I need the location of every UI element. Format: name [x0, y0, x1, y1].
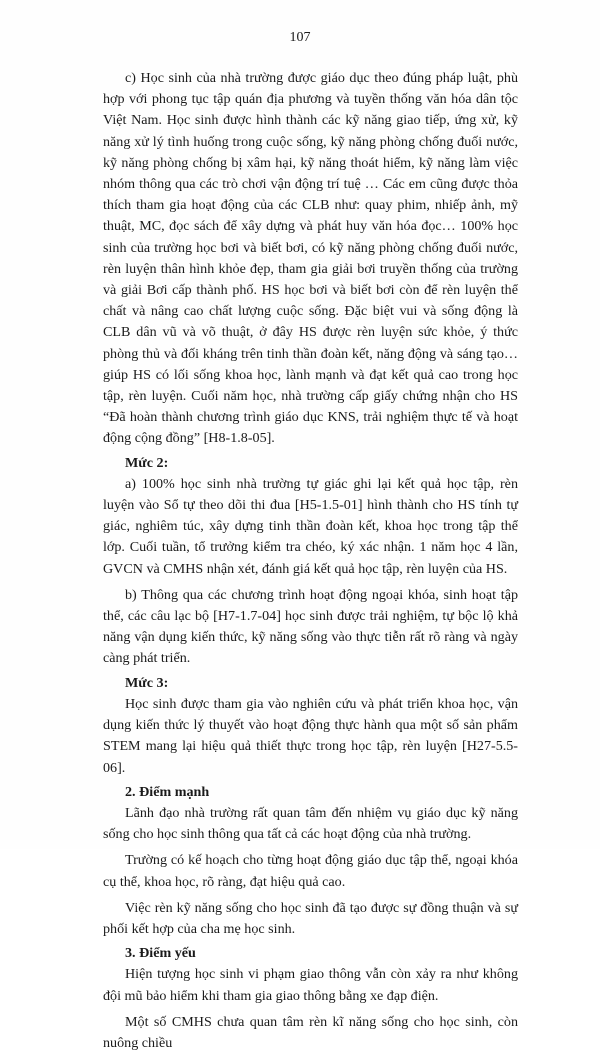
section-heading: Mức 2:: [125, 454, 169, 471]
document-body: [103, 68, 518, 1054]
paragraph: Một số CMHS chưa quan tâm rèn kĩ năng sống cho học sinh, còn nuông chiều: [103, 1013, 518, 1051]
paragraph: Lãnh đạo nhà trường rất quan tâm đến nhiệm vụ giáo dục kỹ năng sống cho học sinh thông qua tất cả các hoạt động của nhà trường.: [103, 804, 518, 843]
paragraph: Học sinh được tham gia vào nghiên cứu và phát triển khoa học, vận dụng kiến thức lý thuyết vào hoạt động thực hành qua một số sản phẩm STEM mang lại hiệu quả thiết thực trong học tập, rèn luyện [H27-5.5-06].: [103, 695, 518, 776]
paragraph: c) Học sinh của nhà trường được giáo dục theo đúng pháp luật, phù hợp với phong tục tập quán địa phương và tuyền thống văn hóa dân tộc Việt Nam. Học sinh được hình thành các kỹ năng giao tiếp, ứng xử, kỹ năng xử lý tình huống trong cuộc sống, kỹ năng phòng chống đuối nước, kỹ năng phòng chống bị xâm hại, kỹ năng thoát hiểm, kỹ năng làm việc nhóm thông qua các trò chơi vận động trí tuệ … Các em cũng được thỏa thích tham gia hoạt động của các CLB như: quay phim, nhiếp ảnh, mỹ thuật, MC, đọc sách để xây dựng và phát huy văn hóa đọc… 100% học sinh của trường học bơi và biết bơi, có kỹ năng phòng chống đuối nước, rèn luyện thân hình khỏe đẹp, tham gia giải bơi truyền thống của trường và giải Bơi cấp thành phố. HS học bơi và biết bơi còn để rèn luyện thể chất và nâng cao chất lượng cuộc sống. Đặc biệt vui và sống động là CLB dân vũ và võ thuật, ở đây HS được rèn luyện sức khỏe, ý thức phòng thủ và đối kháng trên tinh thần đoàn kết, năng động và sáng tạo… giúp HS có lối sống khoa học, lành mạnh và đạt kết quả cao trong học tập, rèn luyện. Cuối năm học, nhà trường cấp giấy chứng nhận cho HS “Đã hoàn thành chương trình giáo dục KNS, trải nghiệm thực tế và hoạt động cộng đồng” [H8-1.8-05].: [103, 70, 518, 447]
paragraph: b) Thông qua các chương trình hoạt động ngoại khóa, sinh hoạt tập thể, các câu lạc bộ [H7-1.7-04] học sinh được trải nghiệm, tự bộc lộ khả năng vận dụng kiến thức, kỹ năng sống vào thực tiễn rất rõ ràng và ngày càng phát triển.: [103, 586, 518, 667]
section-heading: 2. Điểm mạnh: [125, 783, 210, 800]
paragraph: Hiện tượng học sinh vi phạm giao thông vẫn còn xảy ra như không đội mũ bảo hiểm khi tham gia giao thông bằng xe đạp điện.: [103, 966, 518, 1004]
section-heading: 3. Điểm yếu: [125, 945, 196, 962]
paragraph: Việc rèn kỹ năng sống cho học sinh đã tạo được sự đồng thuận và sự phối kết hợp của cha mẹ học sinh.: [103, 899, 518, 937]
paragraph: Trường có kế hoạch cho từng hoạt động giáo dục tập thể, ngoại khóa cụ thể, khoa học, rõ ràng, đạt hiệu quả cao.: [103, 852, 518, 890]
page-number: 107: [289, 30, 311, 45]
paragraph: a) 100% học sinh nhà trường tự giác ghi lại kết quả học tập, rèn luyện vào Sổ tự theo dõi thi đua [H5-1.5-01] hình thành cho HS tính tự giác, nghiêm túc, xây dựng tinh thần đoàn kết, khoa học trong tập thể lớp. Cuối tuần, tổ trưởng kiểm tra chéo, ký xác nhận. 1 năm học 4 lần, GVCN và CMHS nhận xét, đánh giá kết quả học tập, rèn luyện của HS.: [103, 475, 518, 577]
section-heading: Mức 3:: [125, 674, 169, 691]
